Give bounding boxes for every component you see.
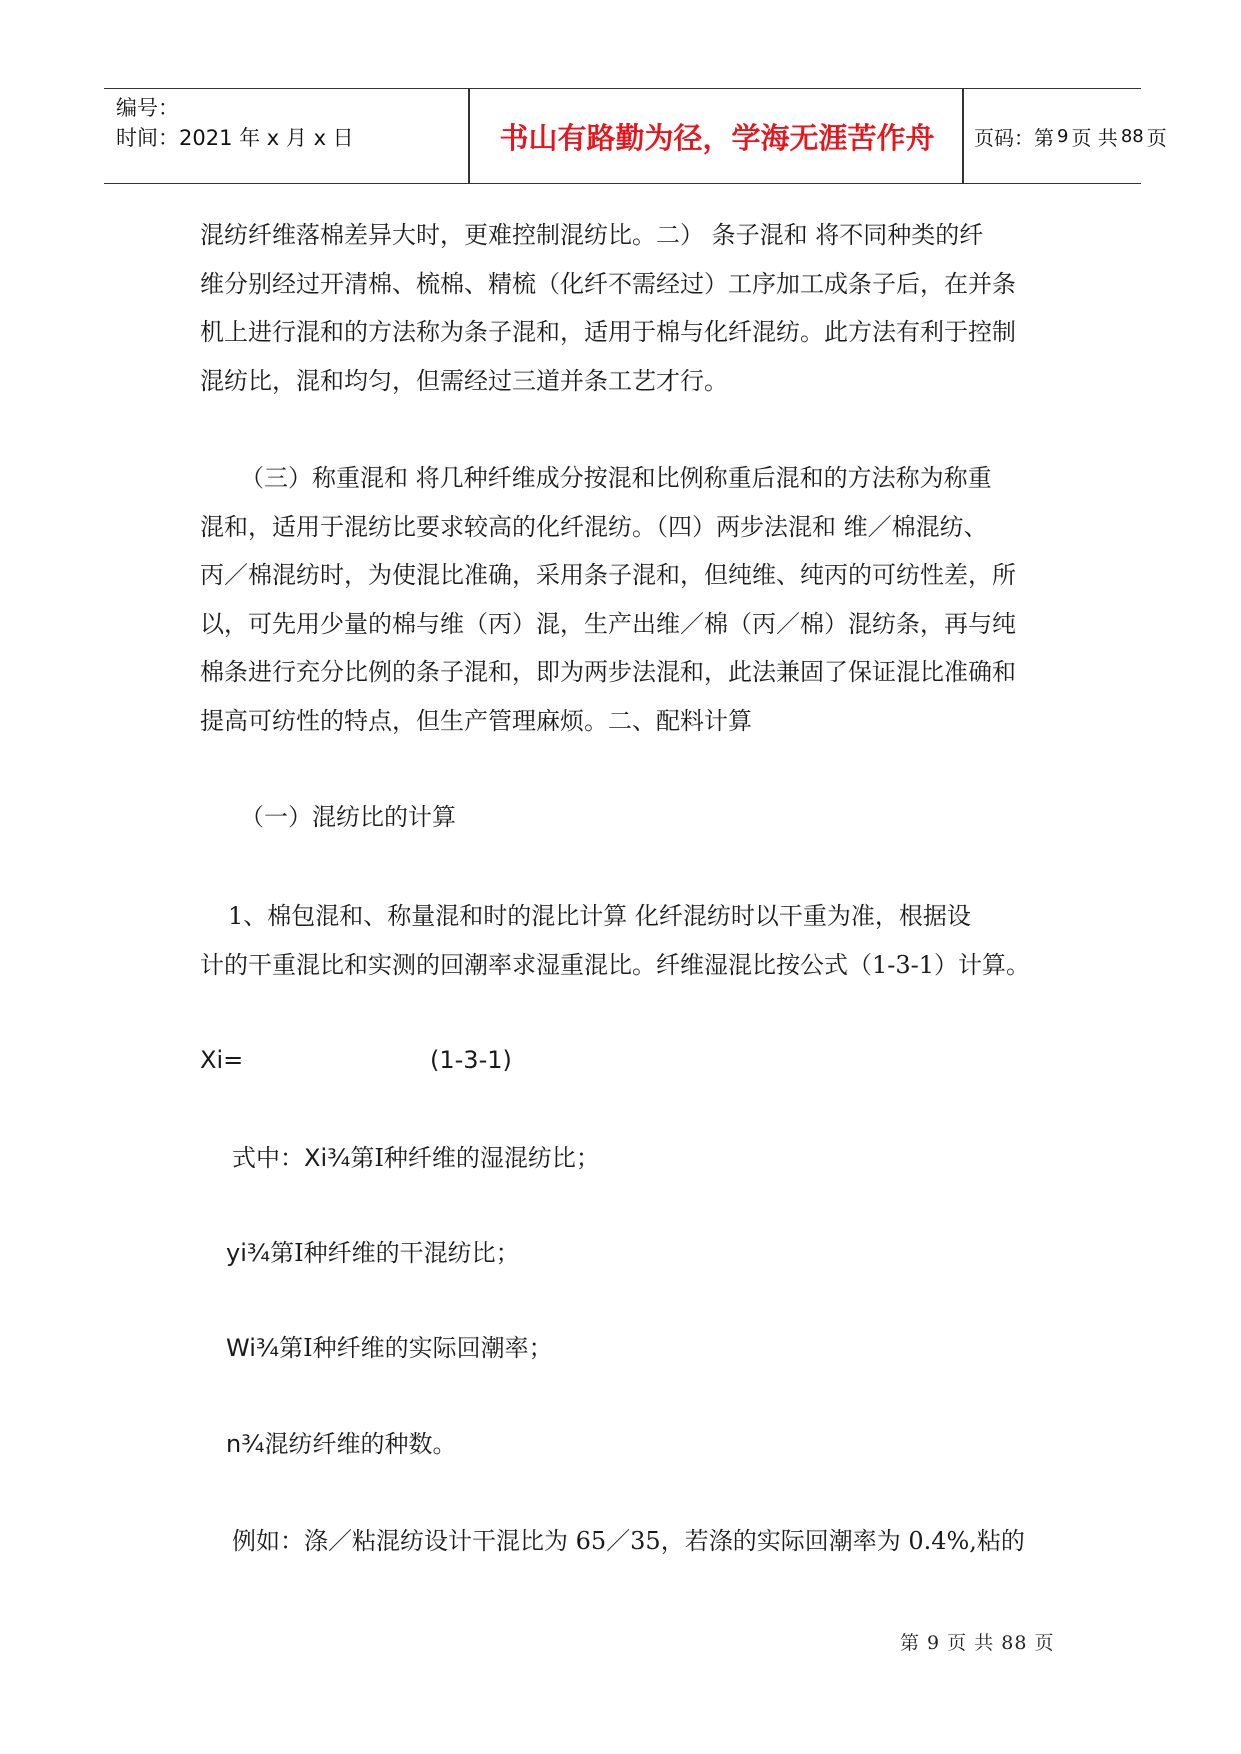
header-meta [116, 93, 468, 179]
paragraph-weighing-mixing [200, 454, 1060, 745]
definition-text: 第Ⅰ种纤维的实际回潮率； [279, 1334, 553, 1362]
text-line: 混纺纤维落棉差异大时，更难控制混纺比。二） 条子混和 将不同种类的纤 [200, 221, 984, 249]
symbol-yi: yi¾ [226, 1239, 271, 1267]
header-divider-left [468, 89, 470, 183]
definition-yi [226, 1238, 520, 1268]
text-line: 例如：涤／粘混纺设计干混比为 65／35，若涤的实际回潮率为 0.4%,粘的 [232, 1527, 1025, 1555]
symbol-xi: Xi¾ [304, 1144, 351, 1172]
text-line: 丙／棉混纺时，为使混比准确，采用条子混和，但纯维、纯丙的可纺性差，所 [200, 561, 1016, 589]
text-line: 维分别经过开清棉、梳棉、精梳（化纤不需经过）工序加工成条子后，在并条 [200, 269, 1016, 298]
text-line: 棉条进行充分比例的条子混和，即为两步法混和，此法兼固了保证混比准确和 [200, 658, 1016, 686]
symbol-wi: Wi¾ [226, 1334, 280, 1362]
symbol-n: n¾ [226, 1430, 265, 1458]
definition-xi [232, 1143, 600, 1173]
page-mid: 页 共 [1071, 125, 1118, 150]
paragraph-sliver-mixing [200, 211, 1060, 405]
text-line: 以，可先用少量的棉与维（丙）混，生产出维／棉（丙／棉）混纺条，再与纯 [200, 609, 1016, 638]
text-line: 提高可纺性的特点，但生产管理麻烦。二、配料计算 [200, 706, 752, 735]
document-number-label: 编号： [116, 96, 179, 120]
paragraph-example [232, 1526, 1025, 1556]
formula-equation-number: (1-3-1) [430, 1046, 512, 1074]
header-motto: 书山有路勤为径，学海无涯苦作舟 [499, 120, 935, 155]
formula-lhs: Xi= [200, 1046, 244, 1074]
definition-wi [226, 1333, 553, 1363]
header-page-indicator [974, 89, 1167, 183]
text-line: 混和，适用于混纺比要求较高的化纤混纺。（四）两步法混和 维／棉混纺、 [200, 512, 988, 541]
page-footer: 第 9 页 共 88 页 [900, 1632, 1055, 1654]
formula-line [200, 1046, 512, 1074]
definition-prefix: 式中： [232, 1144, 304, 1172]
section-heading-blend-ratio [200, 793, 1060, 842]
definition-text: 混纺纤维的种数。 [264, 1430, 457, 1458]
definition-text: 第Ⅰ种纤维的湿混纺比； [350, 1144, 600, 1172]
text-line: 机上进行混和的方法称为条子混和，适用于棉与化纤混纺。此方法有利于控制 [200, 318, 1016, 346]
page-prefix: 页码：第 [974, 125, 1054, 150]
page-number: 9 [1057, 125, 1069, 147]
page-header [104, 88, 1167, 184]
header-divider-right [962, 89, 964, 183]
page-total: 88 [1120, 125, 1144, 147]
text-line: （一）混纺比的计算 [240, 803, 456, 831]
text-line: 1、棉包混和、称量混和时的混比计算 化纤混纺时以干重为准，根据设 [228, 902, 971, 930]
text-line: 混纺比，混和均匀，但需经过三道并条工艺才行。 [200, 366, 728, 395]
definition-n [226, 1429, 456, 1459]
document-time-label: 时间：2021 年 x 月 x 日 [116, 126, 354, 150]
text-line: （三）称重混和 将几种纤维成分按混和比例称重后混和的方法称为称重 [240, 464, 992, 492]
definition-text: 第Ⅰ种纤维的干混纺比； [270, 1239, 520, 1267]
page-suffix: 页 [1146, 125, 1167, 150]
paragraph-blend-calculation [200, 892, 1060, 989]
text-line: 计的干重混比和实测的回潮率求湿重混比。纤维湿混比按公式（1-3-1）计算。 [200, 950, 1031, 979]
